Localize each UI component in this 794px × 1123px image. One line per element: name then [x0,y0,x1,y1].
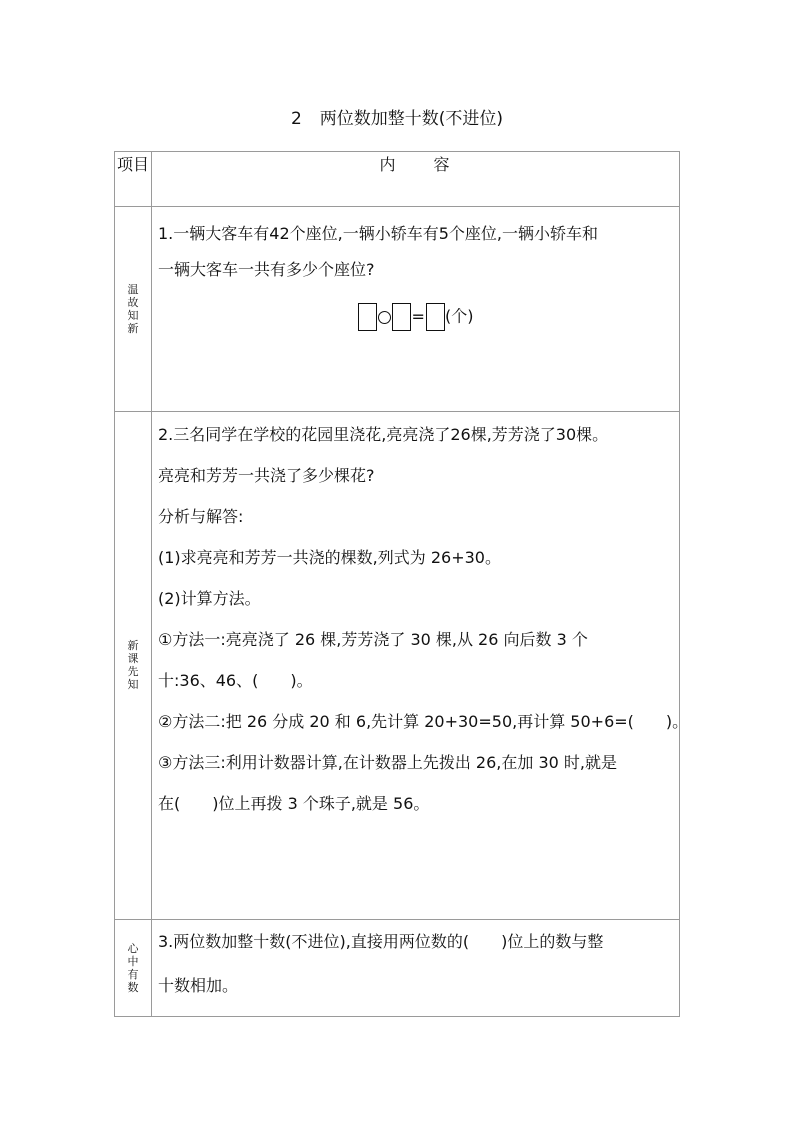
unit-label: (个) [444,306,474,326]
row-content-preview [152,412,689,920]
row-content-summary [152,920,680,1017]
step-1: (1)求亮亮和芳芳一共浇的棵数,列式为 26+30。 [158,548,501,567]
title-number: 2 [290,109,302,129]
method-3-line-2: 在( )位上再拨 3 个珠子,就是 56。 [158,794,430,813]
title-text: 两位数加整十数(不进位) [319,109,504,129]
row-content-review [152,207,680,412]
table-row [115,920,680,1017]
method-1-line-1: ①方法一:亮亮浇了 26 棵,芳芳浇了 30 棵,从 26 向后数 3 个 [158,630,588,649]
step-2: (2)计算方法。 [158,589,261,608]
header-content: 内 容 [152,152,680,207]
question-2-line-1: 2.三名同学在学校的花园里浇花,亮亮浇了26棵,芳芳浇了30棵。 [158,425,609,444]
operator-circle[interactable] [378,311,391,324]
header-item: 项目 [115,152,152,207]
table-header-row [115,152,680,207]
side-label-summary: 心中有数 [115,920,152,1017]
question-3-line-2: 十数相加。 [158,976,239,995]
answer-box[interactable] [426,303,445,331]
answer-box[interactable] [358,303,377,331]
page-title [0,104,794,129]
question-3-line-1: 3.两位数加整十数(不进位),直接用两位数的( )位上的数与整 [158,932,604,951]
question-2-line-2: 亮亮和芳芳一共浇了多少棵花? [158,466,375,485]
answer-box[interactable] [392,303,411,331]
side-label-review: 温故知新 [115,207,152,412]
side-label-preview: 新课先知 [115,412,152,920]
worksheet-table [114,151,689,1017]
question-1-line-2: 一辆大客车一共有多少个座位? [158,260,375,279]
equals-sign: = [411,307,425,326]
method-3-line-1: ③方法三:利用计数器计算,在计数器上先拨出 26,在加 30 时,就是 [158,753,617,772]
method-2: ②方法二:把 26 分成 20 和 6,先计算 20+30=50,再计算 50+6=( )。 [158,712,689,731]
equation-template [158,303,673,339]
table-row [115,412,680,920]
method-1-line-2: 十:36、46、( )。 [158,671,313,690]
question-1-line-1: 1.一辆大客车有42个座位,一辆小轿车有5个座位,一辆小轿车和 [158,224,598,243]
table-row [115,207,680,412]
analysis-heading: 分析与解答: [158,507,244,526]
